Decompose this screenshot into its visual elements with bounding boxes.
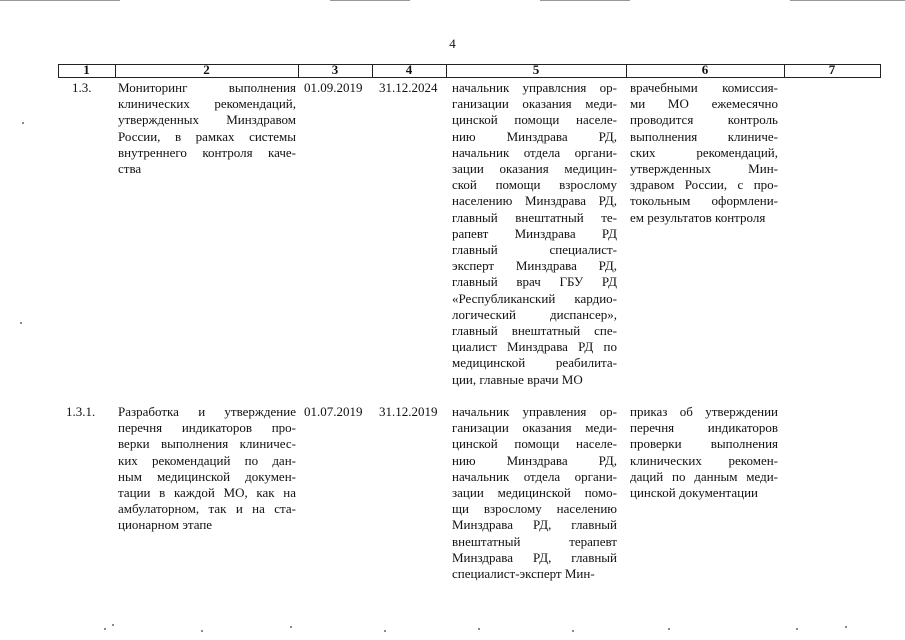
scan-speck (104, 628, 106, 630)
scan-speck (20, 322, 22, 324)
row-end-date: 31.12.2024 (379, 80, 438, 95)
row-end-date: 31.12.2019 (379, 404, 438, 419)
row-description: Мониторинг выполнения клинических рекомендаций, утвержденных Минздравом России, в рамках системы внутреннего контроля каче- ства (118, 80, 296, 177)
row-start-date: 01.07.2019 (304, 404, 363, 419)
scan-speck (22, 122, 24, 124)
row-description: Разработка и утверждение перечня индикаторов про- верки выполнения клиничес- ких рекомендаций по дан- ным медицинской докумен- тации в каждой МО, как на амбулаторном, так и на ста- ционарном этапе (118, 404, 296, 533)
scan-speck (290, 626, 292, 628)
scan-speck (572, 630, 574, 632)
column-header-6: 6 (701, 62, 709, 77)
scan-edge-mark (790, 0, 905, 1)
page-number: 4 (449, 36, 456, 51)
scan-speck (845, 626, 847, 628)
column-header-3: 3 (331, 62, 339, 77)
column-header-4: 4 (405, 62, 413, 77)
scan-speck (478, 628, 480, 630)
column-header-2: 2 (203, 62, 210, 77)
row-number: 1.3.1. (66, 404, 96, 419)
column-header-1: 1 (83, 62, 90, 77)
scan-speck (112, 624, 114, 626)
row-number: 1.3. (72, 80, 92, 95)
scan-edge-mark (540, 0, 630, 1)
scan-speck (201, 630, 203, 632)
header-divider (880, 64, 881, 78)
row-result: врачебными комиссия- ми МО ежемесячно проводится контроль выполнения клиниче- ских рекомендаций, утвержденных Мин- здравом России, с про- токольным оформлени- ем результатов контроля (630, 80, 778, 225)
row-start-date: 01.09.2019 (304, 80, 363, 95)
scan-edge-mark (0, 0, 120, 1)
row-responsible: начальник управлсния ор- ганизации оказания меди- цинской помощи населе- нию Минздрава РД, начальник отдела органи- зации оказания медицин- ской помощи взрослому населению Минздрава РД, главный внештатный те- рапевт Минздрава РД главный специалист- эксперт Минздрава РД, главный врач ГБУ РД «Республиканский кардио- логический диспансер», главный внештатный спе- циалист Минздрава РД по медицинской реабилита- ции, главные врачи МО (452, 80, 617, 387)
scan-speck (668, 628, 670, 630)
scan-speck (384, 630, 386, 632)
row-result: приказ об утверждении перечня индикаторов проверки выполнения клинических рекомен- даций по данным меди- цинской документации (630, 404, 778, 501)
scan-speck (796, 628, 798, 630)
column-header-7: 7 (828, 62, 836, 77)
row-responsible: начальник управления ор- ганизации оказания меди- цинской помощи населе- нию Минздрава РД, начальник отдела органи- зации медицинской помо- щи взрослому населению Минздрава РД, главный внештатный терапевт Минздрава РД, главный специалист-эксперт Мин- (452, 404, 617, 582)
column-header-5: 5 (532, 62, 540, 77)
scan-edge-mark (330, 0, 410, 1)
